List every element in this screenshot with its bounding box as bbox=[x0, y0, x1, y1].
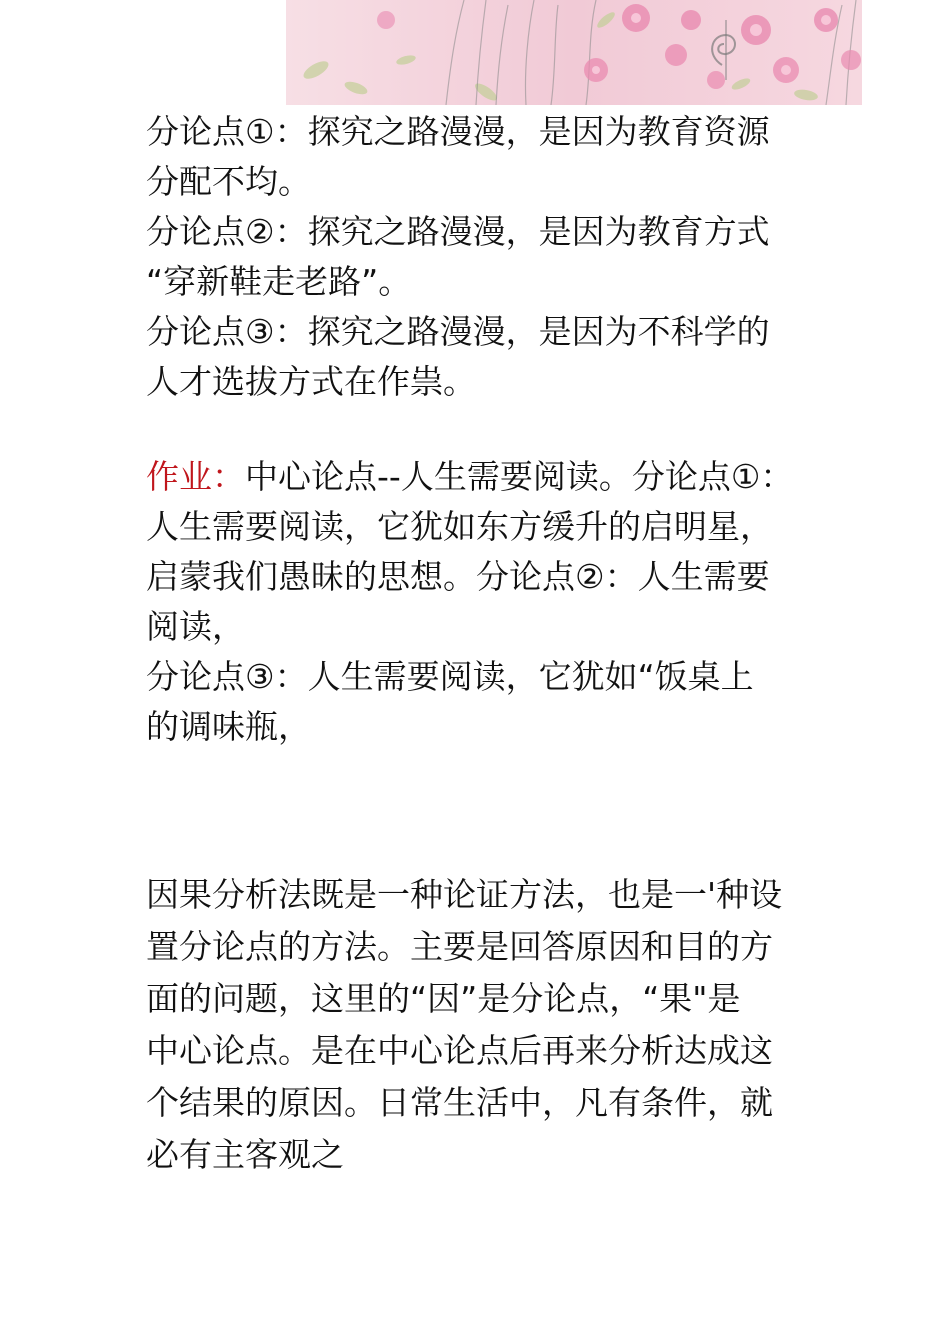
text-line: 必有主客观之 bbox=[146, 1135, 344, 1174]
text-line: 阅读， bbox=[146, 607, 245, 646]
text-line: 的调味瓶， bbox=[146, 707, 311, 746]
causal-analysis-paragraph bbox=[146, 869, 814, 1181]
text-line: 置分论点的方法。主要是回答原因和目的方 bbox=[146, 927, 773, 966]
text-line: 面的问题，这里的“因”是分论点，“果"是 bbox=[146, 979, 741, 1018]
text-line: 启蒙我们愚昧的思想。分论点②：人生需要 bbox=[146, 557, 770, 596]
text-line: “穿新鞋走老路”。 bbox=[146, 262, 412, 301]
text-line: 分配不均。 bbox=[146, 162, 311, 201]
arguments-paragraph bbox=[146, 107, 814, 407]
flower-banner-graphic bbox=[286, 0, 862, 105]
homework-first-line bbox=[146, 452, 814, 502]
homework-first-line-text: 中心论点--人生需要阅读。分论点①： bbox=[245, 457, 794, 496]
homework-label: 作业： bbox=[146, 457, 245, 496]
text-line: 个结果的原因。日常生活中，凡有条件，就 bbox=[146, 1083, 773, 1122]
text-line: 分论点①：探究之路漫漫，是因为教育资源 bbox=[146, 112, 770, 151]
text-line: 人生需要阅读，它犹如东方缓升的启明星， bbox=[146, 507, 773, 546]
text-line: 中心论点。是在中心论点后再来分析达成这 bbox=[146, 1031, 773, 1070]
homework-paragraph bbox=[146, 452, 814, 752]
text-line: 因果分析法既是一种论证方法，也是一'种设 bbox=[146, 875, 783, 914]
text-line: 分论点②：探究之路漫漫，是因为教育方式 bbox=[146, 212, 770, 251]
text-line: 人才选拔方式在作祟。 bbox=[146, 362, 476, 401]
text-line: 分论点③：探究之路漫漫，是因为不科学的 bbox=[146, 312, 770, 351]
text-line: 分论点③：人生需要阅读，它犹如“饭桌上 bbox=[146, 657, 754, 696]
header-banner-image bbox=[286, 0, 862, 105]
